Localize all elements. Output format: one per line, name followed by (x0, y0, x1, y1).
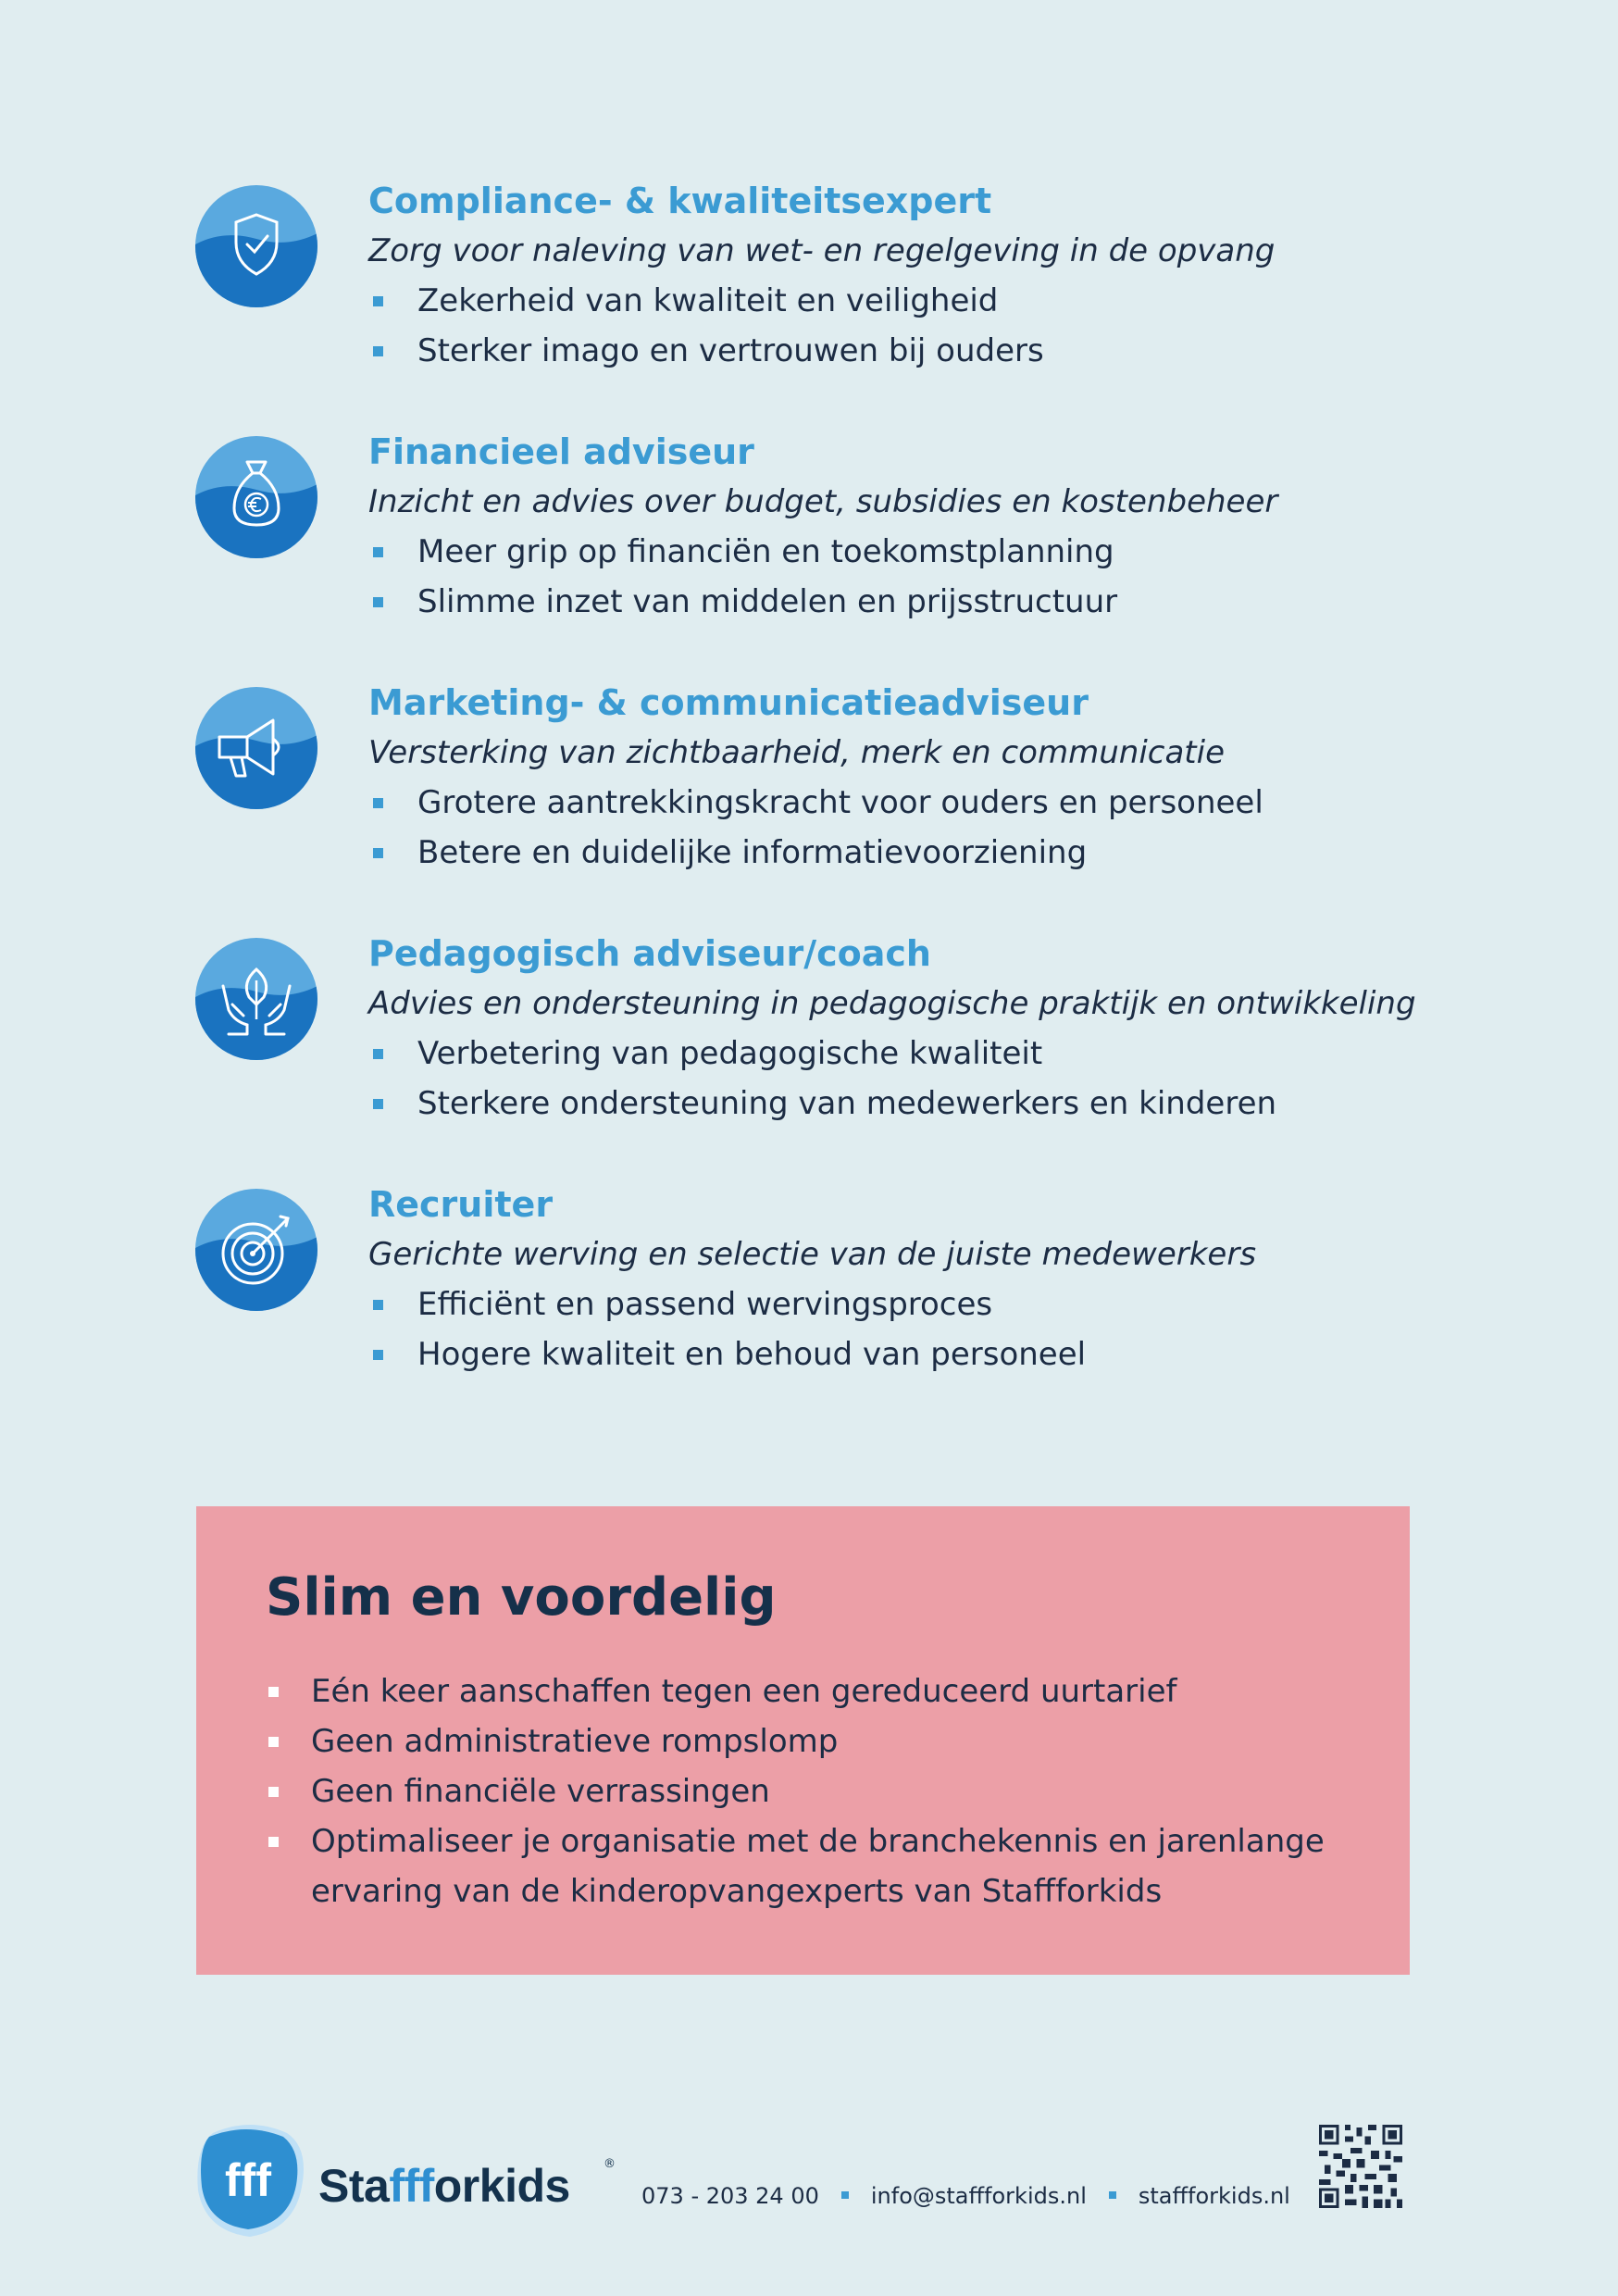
service-marketing (195, 678, 1491, 929)
bullet-text: Verbetering van pedagogische kwaliteit (417, 1035, 1043, 1072)
bullet-square-icon (268, 1687, 279, 1697)
bullet-square-icon (373, 1350, 383, 1360)
list-item (266, 1666, 1376, 1716)
bullet-square-icon (373, 1300, 383, 1310)
service-subtitle: Zorg voor naleving van wet- en regelgeving in de opvang (368, 232, 1276, 269)
registered-mark: ® (604, 2157, 616, 2171)
list-item (368, 1279, 1599, 1329)
separator-dot (841, 2191, 849, 2199)
logo-text-part: Sta (318, 2160, 390, 2212)
list-item (266, 1766, 1376, 1816)
bullet-square-icon (268, 1787, 279, 1797)
bullet-text: Sterkere ondersteuning van medewerkers en kinderen (417, 1085, 1277, 1122)
separator-dot (1109, 2191, 1116, 2199)
service-subtitle: Advies en ondersteuning in pedagogische praktijk en ontwikkeling (368, 985, 1416, 1022)
service-title: Compliance- & kwaliteitsexpert (368, 181, 992, 221)
service-financial (195, 427, 1491, 678)
phone-number[interactable]: 073 - 203 24 00 (641, 2183, 819, 2209)
promo-title: Slim en voordelig (266, 1567, 777, 1628)
list-item (368, 527, 1599, 577)
list-item (368, 1329, 1599, 1379)
list-item (266, 1816, 1376, 1916)
bullet-square-icon (373, 848, 383, 858)
promo-list (266, 1666, 1376, 1916)
list-item (368, 1029, 1599, 1079)
bullet-text: Slimme inzet van middelen en prijsstructuur (417, 583, 1118, 620)
bullet-text: Geen administratieve rompslomp (311, 1723, 839, 1760)
list-item (368, 778, 1599, 828)
list-item (368, 276, 1599, 326)
bullet-square-icon (373, 798, 383, 808)
list-item (368, 577, 1599, 627)
list-item (266, 1716, 1376, 1766)
service-compliance (195, 176, 1491, 427)
service-subtitle: Gerichte werving en selectie van de juiste medewerkers (368, 1236, 1257, 1273)
qr-code-icon[interactable] (1319, 2125, 1402, 2208)
service-subtitle: Inzicht en advies over budget, subsidies en kostenbeheer (368, 483, 1278, 520)
shield-check-icon (195, 185, 317, 307)
website-link[interactable]: staffforkids.nl (1138, 2183, 1290, 2209)
footer (194, 2120, 1416, 2240)
service-title: Marketing- & communicatieadviseur (368, 682, 1089, 723)
logo-text-part: orkids (433, 2160, 570, 2212)
bullet-text: Eén keer aanschaffen tegen een gereduceerd uurtarief (311, 1673, 1177, 1710)
bullet-square-icon (373, 597, 383, 607)
email-link[interactable]: info@staffforkids.nl (870, 2183, 1087, 2209)
service-title: Financieel adviseur (368, 431, 754, 472)
service-subtitle: Versterking van zichtbaarheid, merk en communicatie (368, 734, 1225, 771)
logo-mark-text: fff (225, 2154, 271, 2206)
money-bag-icon (195, 436, 317, 558)
list-item (368, 326, 1599, 376)
list-item (368, 1079, 1599, 1129)
bullet-text: Betere en duidelijke informatievoorziening (417, 834, 1088, 871)
bullet-text: Meer grip op financiën en toekomstplanning (417, 533, 1114, 570)
bullet-square-icon (373, 547, 383, 557)
bullet-square-icon (268, 1737, 279, 1747)
services-list (195, 176, 1491, 1430)
logo-text-part: fff (389, 2160, 434, 2212)
staffforkids-logo-mark (194, 2120, 305, 2239)
bullet-text: Efficiënt en passend wervingsproces (417, 1286, 993, 1323)
bullet-text: Grotere aantrekkingskracht voor ouders en personeel (417, 784, 1263, 821)
bullet-text: Zekerheid van kwaliteit en veiligheid (417, 282, 999, 319)
service-title: Pedagogisch adviseur/coach (368, 933, 931, 974)
bullet-text: Hogere kwaliteit en behoud van personeel (417, 1336, 1087, 1373)
service-pedagogical (195, 929, 1491, 1179)
target-icon (195, 1189, 317, 1311)
service-recruiter (195, 1179, 1491, 1430)
list-item (368, 828, 1599, 878)
megaphone-icon (195, 687, 317, 809)
service-title: Recruiter (368, 1184, 554, 1225)
bullet-text: Optimaliseer je organisatie met de branchekennis en jarenlange ervaring van de kinderopvangexperts van Staffforkids (311, 1823, 1325, 1910)
bullet-square-icon (373, 296, 383, 306)
bullet-square-icon (373, 1099, 383, 1109)
hands-plant-icon (195, 938, 317, 1060)
bullet-square-icon (373, 1049, 383, 1059)
bullet-text: Sterker imago en vertrouwen bij ouders (417, 332, 1044, 369)
contact-line (641, 2183, 1290, 2209)
promo-box (196, 1506, 1410, 1975)
bullet-square-icon (268, 1837, 279, 1847)
staffforkids-logo (318, 2159, 570, 2213)
bullet-square-icon (373, 346, 383, 356)
bullet-text: Geen financiële verrassingen (311, 1773, 770, 1810)
